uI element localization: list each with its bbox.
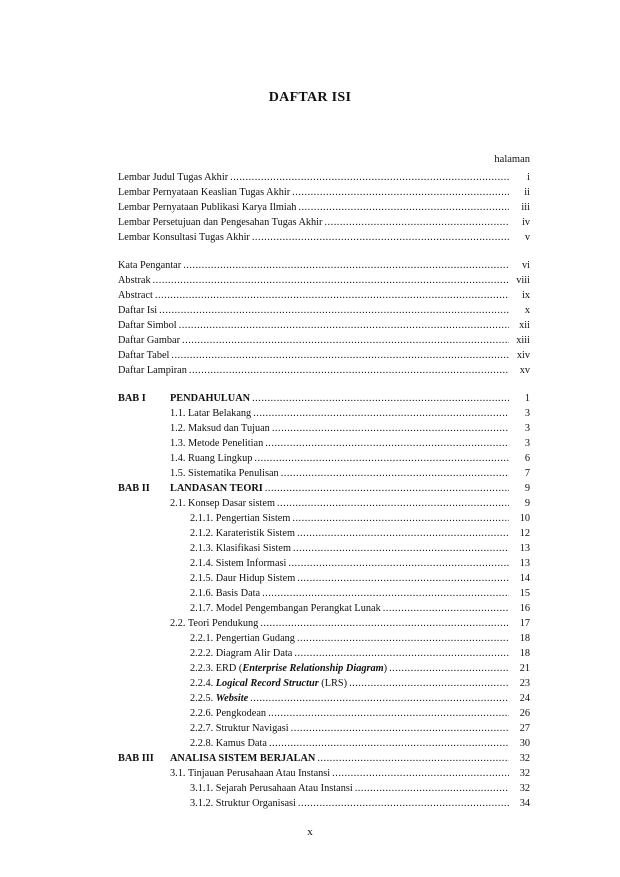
toc-entry-1-2 xyxy=(170,421,530,436)
toc-entry-bab-1 xyxy=(118,391,530,406)
toc-entry-2-2-8 xyxy=(190,736,530,751)
toc-page: 12 xyxy=(519,528,530,539)
chapter-number: BAB III xyxy=(118,753,154,764)
chapter-title: PENDAHULUAN xyxy=(170,393,251,404)
toc-page: ix xyxy=(521,290,530,301)
toc-entry-2-1-3 xyxy=(190,541,530,556)
toc-page: 9 xyxy=(524,498,530,509)
toc-page: 32 xyxy=(519,768,530,779)
toc-entry-2-1-4 xyxy=(190,556,530,571)
toc-label-prefix: 2.2.5. xyxy=(190,693,216,704)
toc-entry-3-1-2 xyxy=(190,796,530,811)
toc-label xyxy=(190,676,347,691)
toc-label: 2.2.7. Struktur Navigasi xyxy=(190,723,289,734)
toc-page: ii xyxy=(524,187,530,198)
toc-label: 2.2.8. Kamus Data xyxy=(190,738,267,749)
page-number: x xyxy=(307,826,313,838)
toc-entry-abstract xyxy=(118,288,530,303)
toc-label: Abstract xyxy=(118,290,153,301)
toc-label: Daftar Simbol xyxy=(118,320,177,331)
toc-entry-2-1-2 xyxy=(190,526,530,541)
toc-page: 23 xyxy=(519,678,530,689)
toc-page: 3 xyxy=(524,408,530,419)
toc-label: 2.1.2. Karateristik Sistem xyxy=(190,528,295,539)
toc-label: Daftar Tabel xyxy=(118,350,170,361)
toc-page: iv xyxy=(521,217,530,228)
toc-label: 3.1.1. Sejarah Perusahaan Atau Instansi xyxy=(190,783,353,794)
toc-entry-2-2-3 xyxy=(190,661,530,676)
toc-entry-daftar-tabel xyxy=(118,348,530,363)
toc-entry-2-1-6 xyxy=(190,586,530,601)
toc-label: Lembar Judul Tugas Akhir xyxy=(118,172,229,183)
toc-entry-2-2-7 xyxy=(190,721,530,736)
toc-label: Kata Pengantar xyxy=(118,260,182,271)
toc-entry-bab-2 xyxy=(118,481,530,496)
toc-entry-persetujuan xyxy=(118,215,530,230)
toc-page: 13 xyxy=(519,543,530,554)
toc-label: 2.1.5. Daur Hidup Sistem xyxy=(190,573,296,584)
toc-label: 1.2. Maksud dan Tujuan xyxy=(170,423,270,434)
toc-label: 2.1.1. Pengertian Sistem xyxy=(190,513,291,524)
toc-page: 3 xyxy=(524,423,530,434)
toc-page: 6 xyxy=(524,453,530,464)
toc-entry-2-2-2 xyxy=(190,646,530,661)
toc-label-italic: Website xyxy=(215,693,249,704)
chapter-number: BAB I xyxy=(118,393,146,404)
toc-page: 1 xyxy=(524,393,530,404)
toc-page: vi xyxy=(521,260,530,271)
toc-entry-1-1 xyxy=(170,406,530,421)
toc-label xyxy=(190,691,248,706)
halaman-label: halaman xyxy=(494,154,530,165)
toc-page: 26 xyxy=(519,708,530,719)
toc-label-italic: Logical Record Structur xyxy=(215,678,319,689)
toc-label-italic: Enterprise Relationship Diagram xyxy=(242,663,384,674)
toc-entry-keaslian xyxy=(118,185,530,200)
toc-page: 18 xyxy=(519,648,530,659)
toc-label: 2.1.4. Sistem Informasi xyxy=(190,558,287,569)
toc-page: 24 xyxy=(519,693,530,704)
toc-entry-kata-pengantar xyxy=(118,258,530,273)
toc-page: 30 xyxy=(519,738,530,749)
toc-entry-1-4 xyxy=(170,451,530,466)
toc-label: Lembar Pernyataan Publikasi Karya Ilmiah xyxy=(118,202,297,213)
toc-label: Lembar Persetujuan dan Pengesahan Tugas Akhir xyxy=(118,217,323,228)
toc-entry-2-1 xyxy=(170,496,530,511)
toc-label: 3.1.2. Struktur Organisasi xyxy=(190,798,296,809)
toc-page: 16 xyxy=(519,603,530,614)
toc-entry-2-1-1 xyxy=(190,511,530,526)
toc-page: 27 xyxy=(519,723,530,734)
toc-page: 10 xyxy=(519,513,530,524)
toc-label: 1.5. Sistematika Penulisan xyxy=(170,468,279,479)
toc-label: Lembar Pernyataan Keaslian Tugas Akhir xyxy=(118,187,291,198)
page-title: DAFTAR ISI xyxy=(268,90,352,105)
toc-label: Abstrak xyxy=(118,275,151,286)
toc-page: 13 xyxy=(519,558,530,569)
toc-entry-3-1-1 xyxy=(190,781,530,796)
toc-label-suffix: ) xyxy=(383,663,388,674)
toc-label: 2.2.2. Diagram Alir Data xyxy=(190,648,293,659)
toc-label-prefix: 2.2.4. xyxy=(190,678,216,689)
toc-label: 2.2.1. Pengertian Gudang xyxy=(190,633,295,644)
chapter-number: BAB II xyxy=(118,483,150,494)
chapter-title: LANDASAN TEORI xyxy=(170,483,263,494)
toc-entry-3-1 xyxy=(170,766,530,781)
toc-entry-daftar-lampiran xyxy=(118,363,530,378)
toc-label: 1.3. Metode Penelitian xyxy=(170,438,264,449)
toc-page: viii xyxy=(516,275,530,286)
chapter-title: ANALISA SISTEM BERJALAN xyxy=(170,753,316,764)
toc-label: Lembar Konsultasi Tugas Akhir xyxy=(118,232,250,243)
toc-label: 3.1. Tinjauan Perusahaan Atau Instansi xyxy=(170,768,331,779)
toc-page: 3 xyxy=(524,438,530,449)
toc-label: 2.1.3. Klasifikasi Sistem xyxy=(190,543,291,554)
toc-label: 2.2. Teori Pendukung xyxy=(170,618,259,629)
toc-page: 7 xyxy=(524,468,530,479)
toc-page: v xyxy=(524,232,530,243)
toc-page: xiii xyxy=(516,335,530,346)
toc-label: 2.1.7. Model Pengembangan Perangkat Lunak xyxy=(190,603,381,614)
toc-page: 14 xyxy=(519,573,530,584)
toc-label: Daftar Isi xyxy=(118,305,158,316)
toc-label: 1.4. Ruang Lingkup xyxy=(170,453,253,464)
toc-page: 32 xyxy=(519,753,530,764)
toc-page: xiv xyxy=(516,350,530,361)
toc-page: 9 xyxy=(524,483,530,494)
toc-entry-daftar-gambar xyxy=(118,333,530,348)
toc-page: 15 xyxy=(519,588,530,599)
toc-entry-2-2-4 xyxy=(190,676,530,691)
toc-page: iii xyxy=(521,202,530,213)
toc-label: 1.1. Latar Belakang xyxy=(170,408,252,419)
toc-entry-daftar-isi xyxy=(118,303,530,318)
toc-entry-2-1-7 xyxy=(190,601,530,616)
toc-page: 17 xyxy=(519,618,530,629)
toc-page: i xyxy=(527,172,530,183)
toc-entry-publikasi xyxy=(118,200,530,215)
toc-entry-2-2-1 xyxy=(190,631,530,646)
toc-entry-1-3 xyxy=(170,436,530,451)
toc-entry-2-1-5 xyxy=(190,571,530,586)
toc-label-suffix: (LRS) xyxy=(318,678,348,689)
toc-page: 34 xyxy=(519,798,530,809)
toc-entry-lembar-judul xyxy=(118,170,530,185)
toc-label-prefix: 2.2.3. ERD ( xyxy=(190,663,243,674)
toc-entry-konsultasi xyxy=(118,230,530,245)
toc-label: 2.2.6. Pengkodean xyxy=(190,708,267,719)
toc-entry-2-2-5 xyxy=(190,691,530,706)
toc-entry-bab-3 xyxy=(118,751,530,766)
toc-entry-daftar-simbol xyxy=(118,318,530,333)
toc-page: x xyxy=(524,305,530,316)
toc-page: 21 xyxy=(519,663,530,674)
toc-label: 2.1.6. Basis Data xyxy=(190,588,261,599)
toc-label xyxy=(190,661,387,676)
toc-label: Daftar Lampiran xyxy=(118,365,187,376)
toc-page: 32 xyxy=(519,783,530,794)
toc-entry-2-2 xyxy=(170,616,530,631)
toc-page: 18 xyxy=(519,633,530,644)
toc-label: Daftar Gambar xyxy=(118,335,181,346)
toc-page: xii xyxy=(519,320,530,331)
toc-entry-2-2-6 xyxy=(190,706,530,721)
toc-entry-abstrak xyxy=(118,273,530,288)
toc-label: 2.1. Konsep Dasar sistem xyxy=(170,498,275,509)
toc-entry-1-5 xyxy=(170,466,530,481)
toc-page: xv xyxy=(519,365,530,376)
